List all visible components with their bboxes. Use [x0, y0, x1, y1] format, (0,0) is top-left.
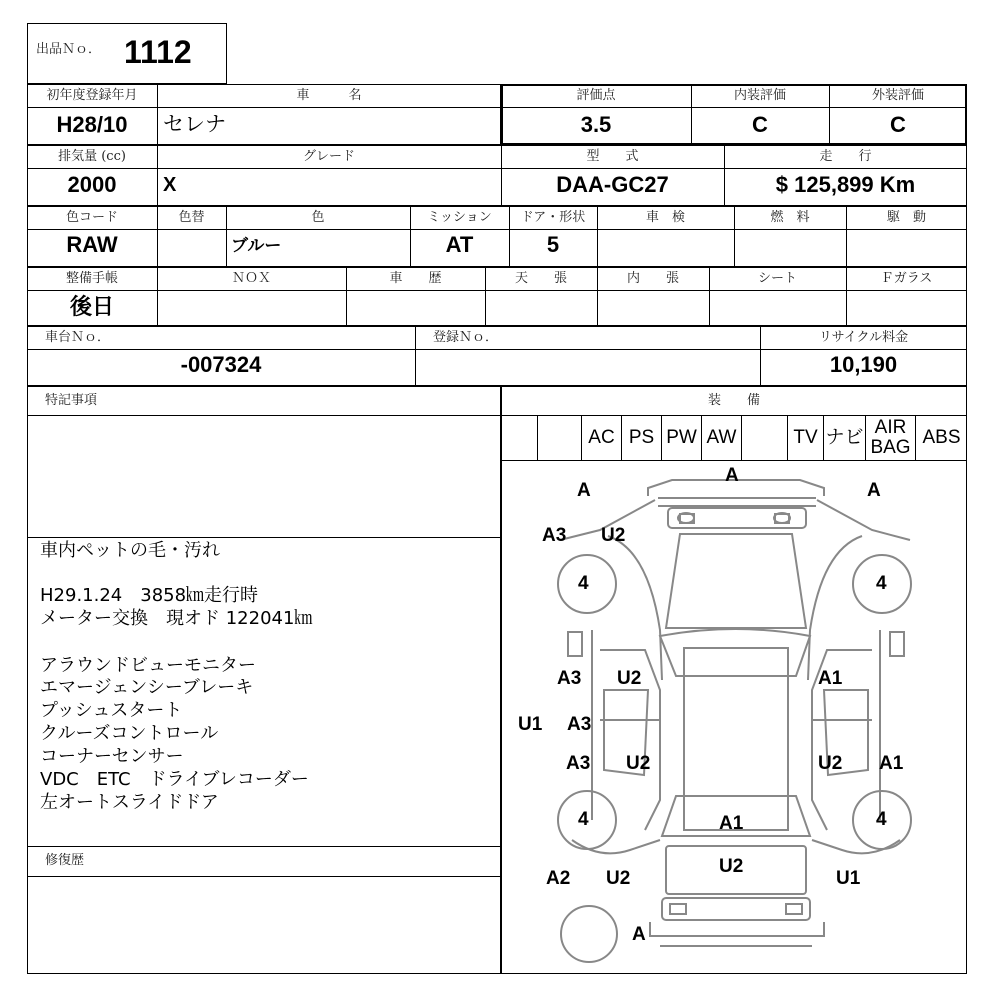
damage-mark: A3	[566, 753, 591, 774]
damage-mark: U2	[606, 868, 631, 889]
displacement-value: 2000	[67, 172, 117, 197]
grade-value: X	[163, 174, 177, 196]
sunroof-label: 天 張	[514, 271, 567, 286]
remarks-line: メーター交換 現オド 122041㎞	[40, 608, 313, 629]
equipment-item: ナビ	[823, 416, 865, 460]
inspection-label: 車 検	[645, 210, 685, 225]
damage-mark: U2	[719, 856, 744, 877]
damage-mark: U1	[836, 868, 861, 889]
score-label: 評価点	[576, 88, 616, 103]
registration-no-label: 登録Ｎｏ．	[433, 330, 499, 345]
recycle-fee-value: 10,190	[829, 352, 898, 377]
maintenance-record-label: 整備手帳	[65, 271, 118, 286]
score-value: 3.5	[580, 112, 612, 137]
equipment-item: TV	[787, 416, 823, 460]
equipment-label: 装 備	[707, 393, 760, 408]
door-label: ドア・形状	[520, 210, 586, 225]
car-name-value: セレナ	[163, 113, 226, 136]
maintenance-record-value: 後日	[69, 294, 114, 319]
damage-mark: A3	[557, 668, 582, 689]
lot-number: 1112	[124, 34, 192, 70]
door-value: 5	[546, 232, 560, 257]
repaint-label: 色替	[178, 210, 205, 225]
repair-history-label: 修復歴	[45, 853, 85, 868]
lot-label: 出品Ｎｏ．	[36, 42, 102, 57]
mileage-label: 走 行	[819, 149, 872, 164]
color-code-value: RAW	[66, 232, 118, 257]
damage-mark: A1	[879, 753, 904, 774]
tire-front-right-value: 4	[876, 573, 887, 594]
damage-mark: A1	[818, 668, 843, 689]
damage-mark: A1	[719, 813, 744, 834]
exterior-grade-label: 外装評価	[871, 88, 924, 103]
equipment-item: AC	[581, 416, 621, 460]
remarks-line: VDC ETC ドライブレコーダー	[40, 769, 309, 790]
equipment-item: AW	[701, 416, 741, 460]
remarks-line: H29.1.24 3858㎞走行時	[40, 585, 259, 606]
exterior-grade-value: C	[890, 112, 906, 137]
remarks-label: 特記事項	[45, 393, 98, 408]
seat-label: シート	[757, 271, 797, 286]
grade-label: グレード	[302, 149, 355, 164]
color-label: 色	[311, 210, 325, 225]
remarks-line: クルーズコントロール	[40, 723, 219, 744]
interior-grade-label: 内装評価	[733, 88, 786, 103]
equipment-item	[741, 416, 787, 460]
remarks-line: アラウンドビューモニター	[40, 655, 256, 676]
model-code-value: DAA-GC27	[556, 172, 669, 197]
damage-mark: A	[632, 924, 646, 945]
tire-front-left-value: 4	[578, 573, 589, 594]
damage-mark: A2	[546, 868, 571, 889]
interior-grade-value: C	[752, 112, 768, 137]
damage-mark: U2	[601, 525, 626, 546]
remarks-line: 左オートスライドドア	[40, 792, 219, 813]
mission-value: AT	[445, 232, 474, 257]
damage-mark: A	[577, 480, 591, 501]
damage-mark: A	[867, 480, 881, 501]
damage-mark: A	[725, 465, 739, 486]
remarks-line: コーナーセンサー	[40, 746, 184, 767]
displacement-label: 排気量 (cc)	[58, 149, 126, 164]
damage-mark: U2	[818, 753, 843, 774]
remarks-line: エマージェンシーブレーキ	[40, 677, 254, 698]
equipment-item: PW	[661, 416, 701, 460]
nox-label: ＮＯＸ	[231, 271, 271, 286]
damage-mark: U2	[626, 753, 651, 774]
drive-label: 駆 動	[886, 210, 926, 225]
car-name-label: 車 名	[296, 88, 362, 103]
chassis-no-value: -007324	[180, 352, 262, 377]
recycle-fee-label: リサイクル料金	[818, 330, 909, 345]
model-code-label: 型 式	[586, 149, 639, 164]
interior-trim-label: 内 張	[626, 271, 679, 286]
damage-mark: A3	[542, 525, 567, 546]
remarks-line: プッシュスタート	[40, 700, 183, 721]
tire-rear-right-value: 4	[876, 809, 887, 830]
damage-mark: A3	[567, 714, 592, 735]
equipment-item: ABS	[915, 416, 967, 460]
remarks-line: 車内ペットの毛・汚れ	[40, 540, 220, 561]
equipment-item: PS	[621, 416, 661, 460]
equipment-item	[537, 416, 581, 460]
fuel-label: 燃 料	[770, 210, 810, 225]
color-value: ブルー	[231, 236, 282, 255]
mission-label: ミッション	[427, 210, 492, 225]
damage-mark: U1	[518, 714, 543, 735]
vehicle-history-label: 車 歴	[389, 271, 442, 286]
mileage-value: $ 125,899 Km	[775, 172, 916, 197]
tire-rear-left-value: 4	[578, 809, 589, 830]
reg-date-value: H28/10	[56, 112, 128, 137]
equipment-item: AIR BAG	[865, 416, 915, 460]
front-glass-label: Ｆガラス	[880, 271, 933, 286]
color-code-label: 色コード	[65, 210, 118, 225]
reg-date-label: 初年度登録年月	[46, 88, 138, 103]
chassis-no-label: 車台Ｎｏ．	[45, 330, 111, 345]
damage-mark: U2	[617, 668, 642, 689]
